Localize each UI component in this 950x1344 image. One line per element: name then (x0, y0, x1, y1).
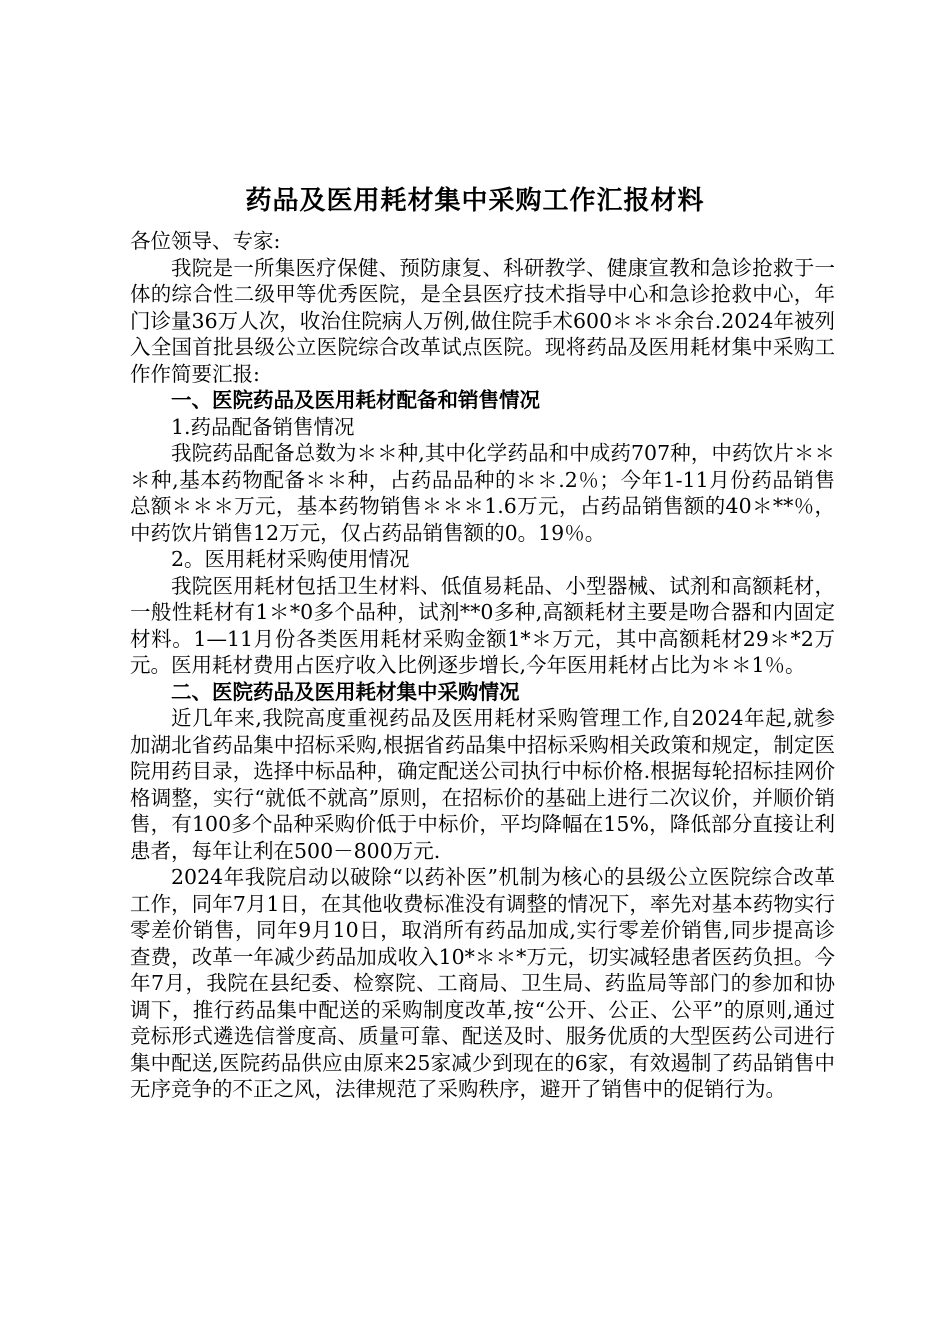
section-2-heading: 二、医院药品及医用耗材集中采购情况 (171, 679, 520, 704)
intro-paragraph: 我院是一所集医疗保健、预防康复、科研教学、健康宣教和急诊抢救于一体的综合性二级甲等优秀医院，是全县医疗技术指导中心和急诊抢救中心，年门诊量36万人次，收治住院病人万例,做住院手术600＊＊＊余台.2024年被列入全国首批县级公立医院综合改革试点医院。现将药品及医用耗材集中采购工作作简要汇报: (130, 255, 835, 386)
section-2-paragraph-2: 2024年我院启动以破除“以药补医”机制为核心的县级公立医院综合改革工作，同年7月1日，在其他收费标准没有调整的情况下，率先对基本药物实行零差价销售，同年9月10日，取消所有药品加成,实行零差价销售,同步提高诊查费，改革一年减少药品加成收入10*＊＊*万元，切实减轻患者医药负担。今年7月，我院在县纪委、检察院、工商局、卫生局、药监局等部门的参加和协调下，推行药品集中配送的采购制度改革,按“公开、公正、公平”的原则,通过竞标形式遴选信誉度高、质量可靠、配送及时、服务优质的大型医药公司进行集中配送,医院药品供应由原来25家减少到现在的6家，有效遏制了药品销售中无序竞争的不正之风，法律规范了采购秩序，避开了销售中的促销行为。 (130, 865, 835, 1101)
document-body (130, 228, 835, 1103)
section-2-paragraph-1: 近几年来,我院高度重视药品及医用耗材采购管理工作,自2024年起,就参加湖北省药品集中招标采购,根据省药品集中招标采购相关政策和规定，制定医院用药目录，选择中标品种，确定配送公司执行中标价格.根据每轮招标挂网价格调整，实行“就低不就高”原则，在招标价的基础上进行二次议价，并顺价销售，有100多个品种采购价低于中标价，平均降幅在15%，降低部分直接让利患者，每年让利在500－800万元. (130, 706, 835, 863)
subsection-2-paragraph: 我院医用耗材包括卫生材料、低值易耗品、小型器械、试剂和高额耗材，一般性耗材有1＊*0多个品种，试剂**0多种,高额耗材主要是吻合器和内固定材料。1—11月份各类医用耗材采购金额1*＊万元，其中高额耗材29＊*2万元。医用耗材费用占医疗收入比例逐步增长,今年医用耗材占比为＊＊1％。 (130, 573, 835, 677)
subsection-2-title: 2。医用耗材采购使用情况 (171, 547, 410, 571)
document-title: 药品及医用耗材集中采购工作汇报材料 (245, 186, 705, 216)
salutation: 各位领导、专家: (130, 229, 281, 253)
subsection-1-paragraph: 我院药品配备总数为＊＊种,其中化学药品和中成药707种，中药饮片＊＊＊种,基本药物配备＊＊种，占药品品种的＊＊.2％；今年1-11月份药品销售总额＊＊＊万元，基本药物销售＊＊＊1.6万元，占药品销售额的40＊**％，中药饮片销售12万元，仅占药品销售额的0。19％。 (130, 441, 835, 545)
section-1-heading: 一、医院药品及医用耗材配备和销售情况 (171, 388, 540, 412)
subsection-1-title: 1.药品配备销售情况 (171, 414, 355, 439)
